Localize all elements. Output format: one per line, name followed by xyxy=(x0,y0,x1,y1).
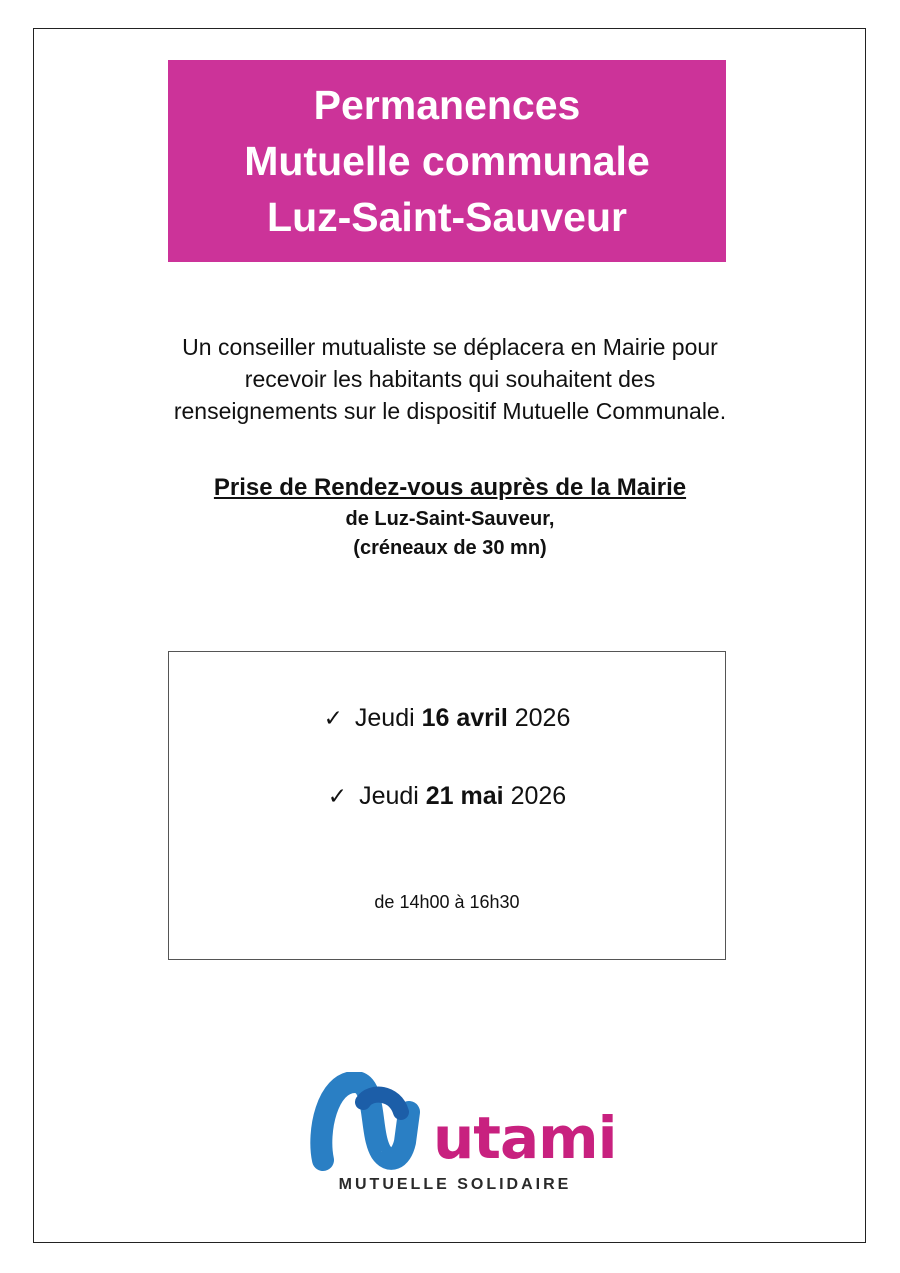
intro-line-3: renseignements sur le dispositif Mutuelle Communale. xyxy=(173,398,727,424)
date-year: 2026 xyxy=(514,704,571,732)
check-mark-icon: ✓ xyxy=(323,705,343,731)
intro-line-1: Un conseiller mutualiste se déplacera en Mairie pour xyxy=(182,334,718,360)
date-day: Jeudi xyxy=(359,782,419,810)
title-line-2: Mutuelle communale xyxy=(244,138,650,184)
date-year: 2026 xyxy=(510,782,567,810)
mutami-m-logo-icon xyxy=(305,1072,437,1172)
title-line-1: Permanences xyxy=(313,82,581,128)
date-item-2 xyxy=(169,780,725,812)
hours-text: de 14h00 à 16h30 xyxy=(374,892,520,912)
intro-paragraph xyxy=(100,331,800,427)
dates-box xyxy=(168,651,726,960)
date-item-1 xyxy=(169,702,725,734)
intro-line-2: recevoir les habitants qui souhaitent des xyxy=(244,366,656,392)
appointment-slots: (créneaux de 30 mn) xyxy=(353,537,547,559)
mutami-logo xyxy=(305,1072,617,1202)
appointment-title: Prise de Rendez-vous auprès de la Mairie xyxy=(213,474,687,501)
appointment-location: de Luz-Saint-Sauveur, xyxy=(345,508,555,530)
date-date: 21 mai xyxy=(425,782,504,810)
appointment-info xyxy=(100,471,800,563)
title-line-3: Luz-Saint-Sauveur xyxy=(267,194,627,240)
date-day: Jeudi xyxy=(354,704,415,732)
logo-word: utami xyxy=(433,1104,617,1172)
logo-tagline: MUTUELLE SOLIDAIRE xyxy=(338,1176,572,1193)
check-mark-icon: ✓ xyxy=(327,783,348,809)
title-banner xyxy=(168,60,726,262)
date-date: 16 avril xyxy=(421,704,508,732)
